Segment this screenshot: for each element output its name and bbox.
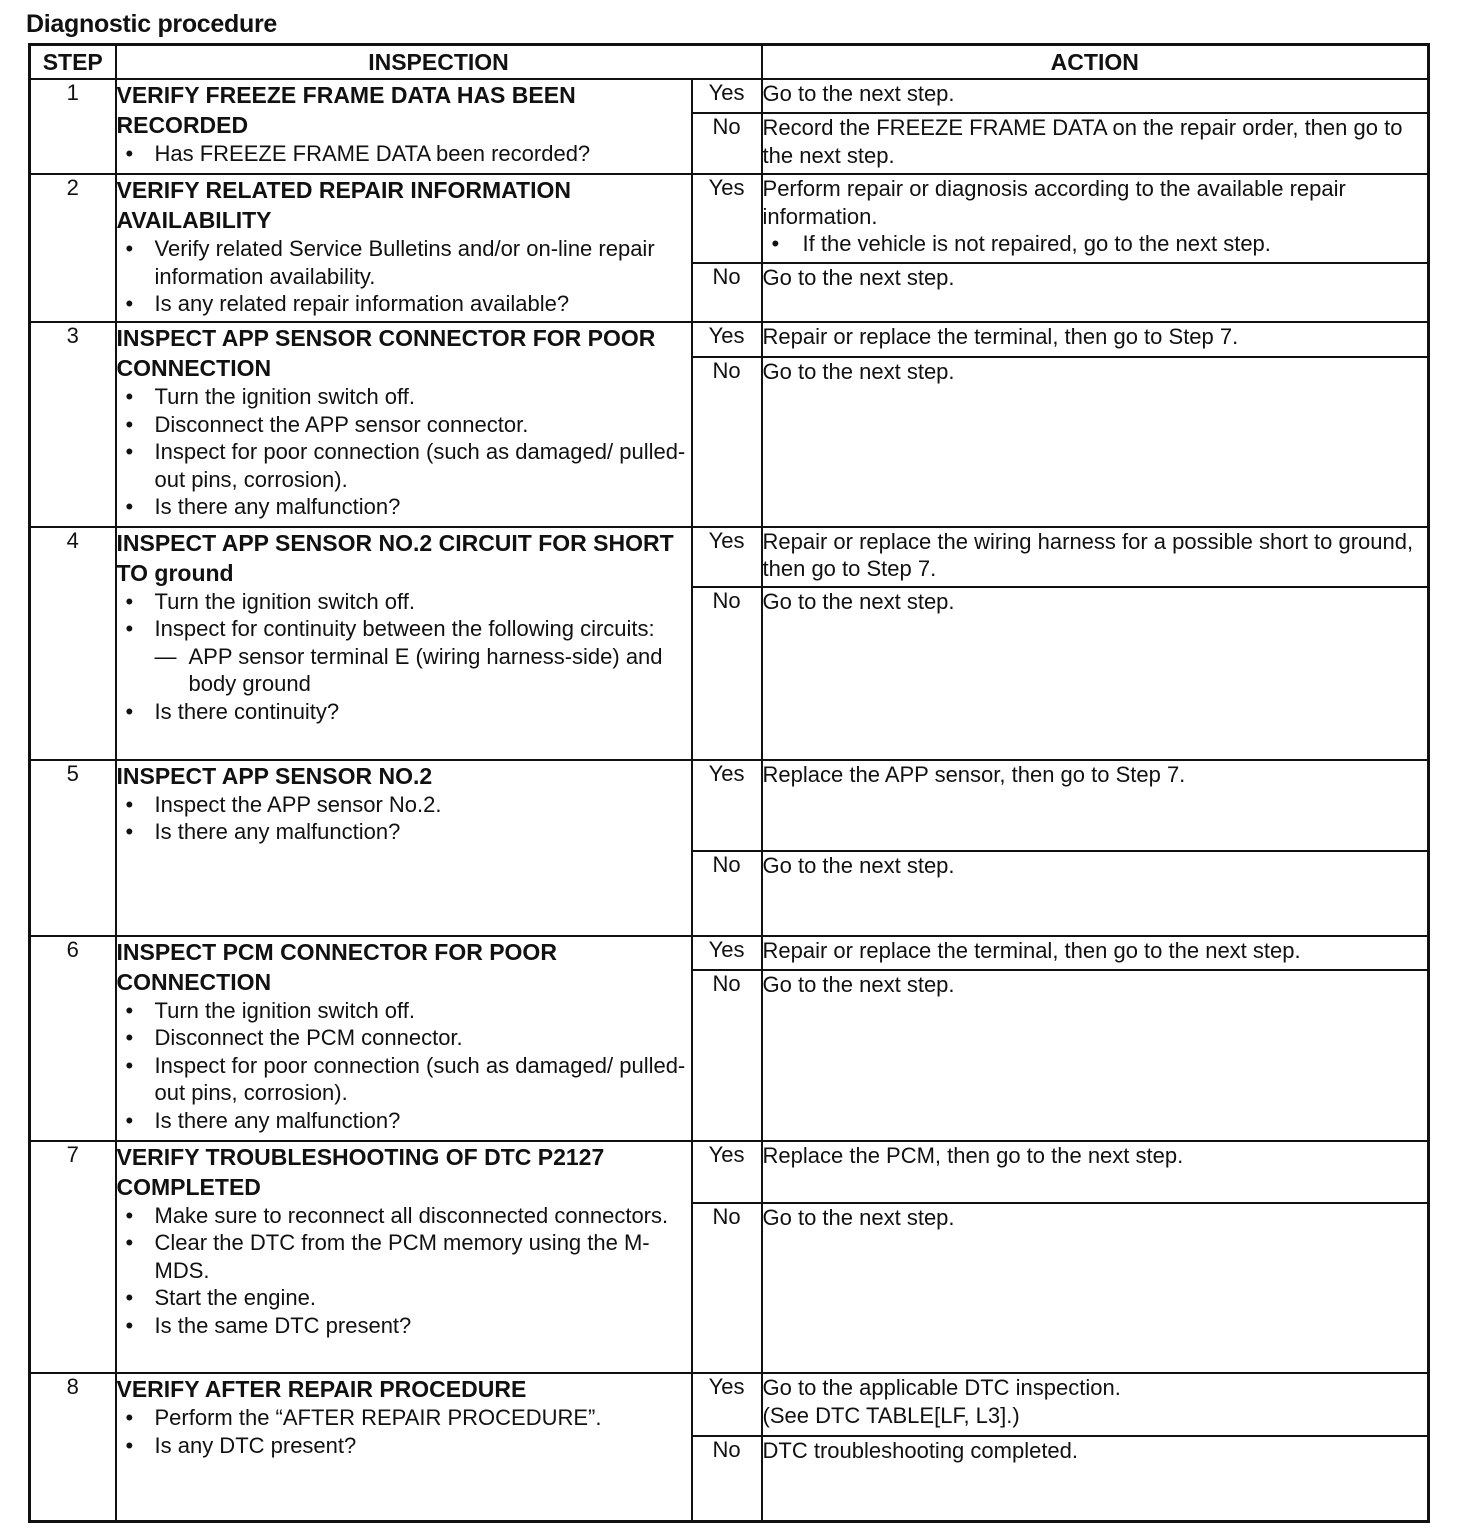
action-text: (See DTC TABLE[LF, L3].): [762, 1402, 1020, 1428]
step-number: 6: [30, 936, 116, 1141]
inspection-cell: [116, 1373, 692, 1521]
inspection-item: • Make sure to reconnect all disconnected connectors.: [117, 1202, 691, 1230]
yes-label: Yes: [692, 936, 762, 970]
table-row: [30, 936, 1429, 970]
yes-action: [762, 760, 1429, 851]
table-row: [30, 79, 1429, 113]
action-text: Record the FREEZE FRAME DATA on the repair order, then go to the next step.: [762, 115, 1403, 168]
inspection-list: [117, 588, 691, 726]
inspection-item: • Turn the ignition switch off.: [117, 588, 691, 616]
action-text: DTC troubleshooting completed.: [762, 1438, 1079, 1464]
action-text: Go to the applicable DTC inspection.: [762, 1375, 1121, 1401]
yes-label: Yes: [692, 1373, 762, 1436]
action-text: Go to the next step.: [762, 81, 955, 106]
table-row: [30, 527, 1429, 588]
no-action: [762, 587, 1429, 759]
inspection-item: • Start the engine.: [117, 1284, 691, 1312]
header-row: [30, 45, 1429, 80]
action-text: Go to the next step.: [762, 358, 955, 384]
no-action: [762, 851, 1429, 936]
yes-action: [762, 174, 1429, 263]
header-action: ACTION: [762, 45, 1429, 80]
action-text: Repair or replace the terminal, then go to the next step.: [762, 937, 1301, 963]
inspection-heading: INSPECT APP SENSOR NO.2: [116, 762, 433, 789]
inspection-cell: [116, 79, 692, 174]
no-label: No: [692, 1436, 762, 1521]
diagnostic-table: [28, 43, 1430, 1523]
inspection-list: [117, 235, 691, 318]
no-action: [762, 357, 1429, 527]
step-number: 5: [30, 760, 116, 936]
inspection-item: • Is there any malfunction?: [117, 1107, 691, 1135]
inspection-item: • Verify related Service Bulletins and/or on-line repair information availability.: [117, 235, 691, 290]
inspection-cell: [116, 936, 692, 1141]
page-title: Diagnostic procedure: [26, 10, 277, 38]
inspection-item: • Is any DTC present?: [117, 1432, 691, 1460]
yes-label: Yes: [692, 322, 762, 356]
inspection-item: • Turn the ignition switch off.: [117, 997, 691, 1025]
inspection-item: • Disconnect the APP sensor connector.: [117, 411, 691, 439]
inspection-list: [117, 1404, 691, 1459]
table-row: [30, 1141, 1429, 1204]
yes-action: [762, 1373, 1429, 1436]
no-label: No: [692, 587, 762, 759]
inspection-list: [117, 997, 691, 1135]
step-number: 2: [30, 174, 116, 322]
no-action: [762, 1436, 1429, 1521]
yes-action: [762, 79, 1429, 113]
inspection-item: • Is there any malfunction?: [117, 493, 691, 521]
action-text: Go to the next step.: [762, 852, 955, 878]
inspection-item: • Inspect for continuity between the following circuits:: [117, 615, 691, 643]
yes-label: Yes: [692, 760, 762, 851]
step-number: 7: [30, 1141, 116, 1374]
inspection-item: • Disconnect the PCM connector.: [117, 1024, 691, 1052]
inspection-item: • Is there any malfunction?: [117, 818, 691, 846]
header-step: STEP: [30, 45, 116, 80]
action-text: Go to the next step.: [762, 265, 955, 291]
inspection-item: • Has FREEZE FRAME DATA been recorded?: [117, 140, 691, 168]
action-text: Perform repair or diagnosis according to the available repair information.: [762, 176, 1346, 229]
action-text: Replace the PCM, then go to the next step.: [762, 1142, 1184, 1168]
inspection-item: • Is any related repair information available?: [117, 290, 691, 318]
inspection-heading: INSPECT APP SENSOR CONNECTOR FOR POOR CONNECTION: [116, 325, 656, 382]
inspection-heading: VERIFY AFTER REPAIR PROCEDURE: [116, 1376, 527, 1403]
yes-label: Yes: [692, 527, 762, 588]
action-text: Go to the next step.: [762, 1205, 955, 1231]
inspection-item: • Is there continuity?: [117, 698, 691, 726]
action-text: Repair or replace the terminal, then go to Step 7.: [762, 324, 1239, 350]
inspection-heading: INSPECT APP SENSOR NO.2 CIRCUIT FOR SHORT TO ground: [116, 529, 674, 586]
yes-action: [762, 322, 1429, 356]
inspection-subitem: — APP sensor terminal E (wiring harness-side) and body ground: [117, 643, 691, 698]
header-inspection: INSPECTION: [116, 45, 762, 80]
inspection-item: • Is the same DTC present?: [117, 1312, 691, 1340]
action-text: Go to the next step.: [762, 589, 955, 615]
no-label: No: [692, 357, 762, 527]
inspection-heading: INSPECT PCM CONNECTOR FOR POOR CONNECTION: [116, 938, 557, 995]
table-row: [30, 760, 1429, 851]
action-text: Replace the APP sensor, then go to Step 7.: [762, 761, 1186, 787]
no-label: No: [692, 1203, 762, 1373]
step-number: 3: [30, 322, 116, 527]
table-row: [30, 174, 1429, 263]
step-number: 1: [30, 79, 116, 174]
action-text: Repair or replace the wiring harness for a possible short to ground, then go to Step 7.: [762, 528, 1414, 582]
inspection-list: [117, 140, 691, 168]
no-action: [762, 1203, 1429, 1373]
no-label: No: [692, 113, 762, 174]
yes-action: [762, 527, 1429, 588]
no-action: [762, 263, 1429, 322]
inspection-cell: [116, 527, 692, 760]
inspection-cell: [116, 322, 692, 527]
action-text: Go to the next step.: [762, 972, 955, 998]
no-action: [762, 113, 1429, 174]
table-row: [30, 1373, 1429, 1436]
inspection-item: • Inspect for poor connection (such as damaged/ pulled-out pins, corrosion).: [117, 1052, 691, 1107]
no-label: No: [692, 263, 762, 322]
table-row: [30, 322, 1429, 356]
action-bullet: • If the vehicle is not repaired, go to the next step.: [763, 230, 1427, 258]
inspection-list: [117, 1202, 691, 1340]
inspection-cell: [116, 760, 692, 936]
table-body: [30, 79, 1429, 1522]
inspection-list: [117, 791, 691, 846]
inspection-cell: [116, 1141, 692, 1374]
inspection-list: [117, 383, 691, 521]
inspection-item: • Turn the ignition switch off.: [117, 383, 691, 411]
inspection-heading: VERIFY RELATED REPAIR INFORMATION AVAILABILITY: [116, 177, 571, 234]
inspection-item: • Inspect the APP sensor No.2.: [117, 791, 691, 819]
yes-label: Yes: [692, 79, 762, 113]
no-label: No: [692, 970, 762, 1140]
inspection-item: • Perform the “AFTER REPAIR PROCEDURE”.: [117, 1404, 691, 1432]
inspection-heading: VERIFY TROUBLESHOOTING OF DTC P2127 COMPLETED: [116, 1143, 605, 1200]
yes-action: [762, 936, 1429, 970]
inspection-cell: [116, 174, 692, 322]
step-number: 4: [30, 527, 116, 760]
inspection-heading: VERIFY FREEZE FRAME DATA HAS BEEN RECORDED: [116, 82, 576, 138]
step-number: 8: [30, 1373, 116, 1521]
no-action: [762, 970, 1429, 1140]
yes-label: Yes: [692, 1141, 762, 1204]
inspection-item: • Inspect for poor connection (such as damaged/ pulled-out pins, corrosion).: [117, 438, 691, 493]
yes-label: Yes: [692, 174, 762, 263]
yes-action: [762, 1141, 1429, 1204]
inspection-item: • Clear the DTC from the PCM memory using the M-MDS.: [117, 1229, 691, 1284]
no-label: No: [692, 851, 762, 936]
action-list: [763, 230, 1427, 258]
